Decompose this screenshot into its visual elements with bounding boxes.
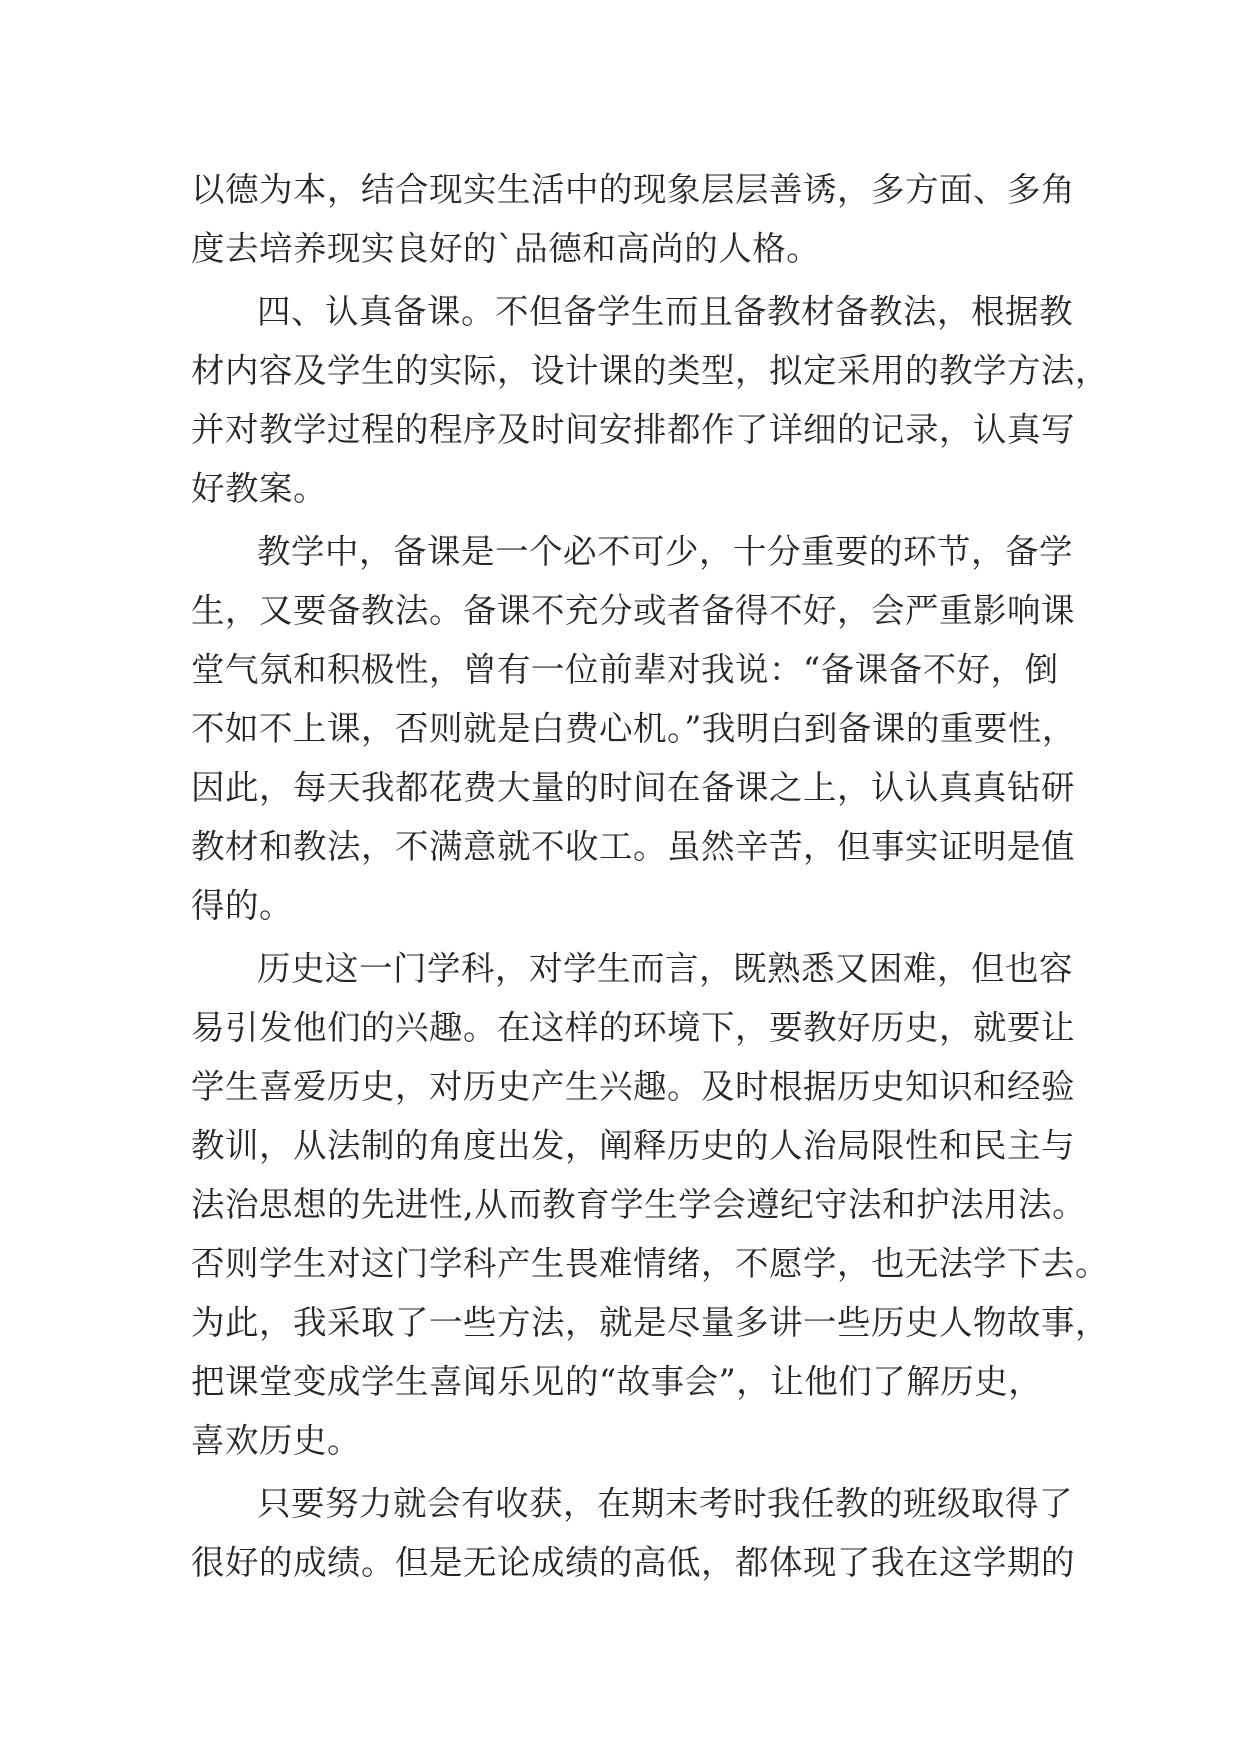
text-line: 以德为本，结合现实生活中的现象层层善诱，多方面、多角 <box>191 170 1075 209</box>
text-line: 把课堂变成学生喜闻乐见的“故事会”，让他们了解历史， <box>191 1362 1043 1401</box>
text-line: 为此，我采取了一些方法，就是尽量多讲一些历史人物故事， <box>191 1303 1109 1342</box>
text-line: 教训，从法制的角度出发，阐释历史的人治局限性和民主与 <box>191 1126 1075 1165</box>
text-line: 教学中，备课是一个必不可少，十分重要的环节，备学 <box>257 532 1073 571</box>
text-line: 法治思想的先进性,从而教育学生学会遵纪守法和护法用法。 <box>191 1185 1087 1224</box>
text-line: 因此，每天我都花费大量的时间在备课之上，认认真真钻研 <box>191 768 1075 807</box>
paragraph <box>191 1474 1075 1592</box>
paragraph <box>191 160 1075 278</box>
text-line: 学生喜爱历史，对历史产生兴趣。及时根据历史知识和经验 <box>191 1067 1075 1106</box>
text-line: 四、认真备课。不但备学生而且备教材备教法，根据教 <box>257 292 1073 331</box>
text-line: 好教案。 <box>191 469 327 508</box>
text-line: 不如不上课，否则就是白费心机。”我明白到备课的重要性， <box>191 709 1076 748</box>
text-line: 堂气氛和积极性，曾有一位前辈对我说：“备课备不好，倒 <box>191 650 1059 689</box>
text-line: 生，又要备教法。备课不充分或者备得不好，会严重影响课 <box>191 591 1075 630</box>
document-body <box>191 160 1109 1592</box>
text-line: 喜欢历史。 <box>191 1421 361 1460</box>
text-line: 并对教学过程的程序及时间安排都作了详细的记录，认真写 <box>191 410 1075 449</box>
text-line: 度去培养现实良好的`品德和高尚的人格。 <box>191 229 821 268</box>
paragraph <box>191 939 1109 1470</box>
text-line: 否则学生对这门学科产生畏难情绪，不愿学，也无法学下去。 <box>191 1244 1109 1283</box>
paragraph <box>191 522 1076 935</box>
text-line: 得的。 <box>191 886 293 925</box>
text-line: 教材和教法，不满意就不收工。虽然辛苦，但事实证明是值 <box>191 827 1075 866</box>
text-line: 历史这一门学科，对学生而言，既熟悉又困难，但也容 <box>257 949 1073 988</box>
text-line: 很好的成绩。但是无论成绩的高低，都体现了我在这学期的 <box>191 1543 1075 1582</box>
text-line: 材内容及学生的实际，设计课的类型，拟定采用的教学方法， <box>191 351 1109 390</box>
paragraph <box>191 282 1109 518</box>
text-line: 易引发他们的兴趣。在这样的环境下，要教好历史，就要让 <box>191 1008 1075 1047</box>
text-line: 只要努力就会有收获，在期末考时我任教的班级取得了 <box>257 1484 1073 1523</box>
